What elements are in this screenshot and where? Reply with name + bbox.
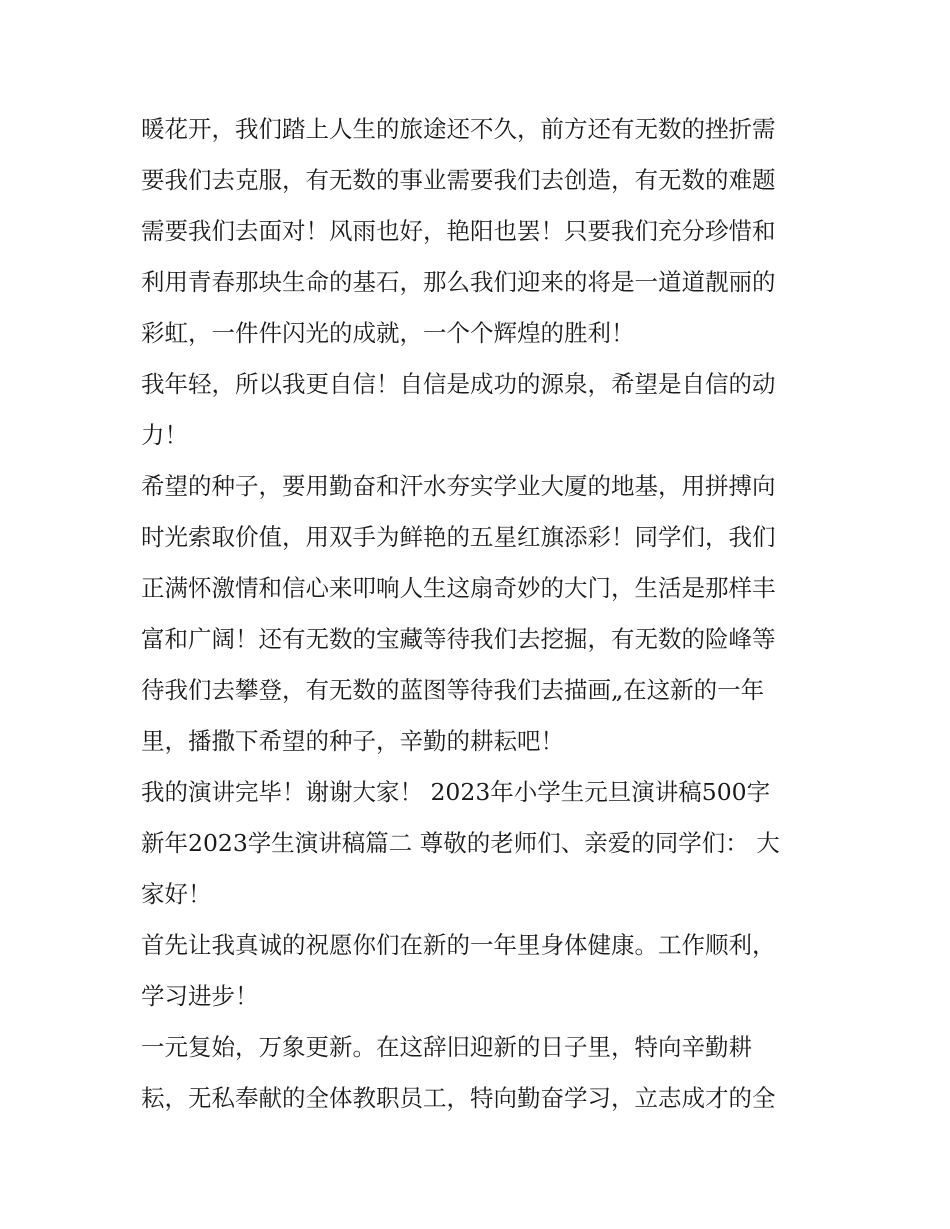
text-line: 耘，无私奉献的全体教职员工，特向勤奋学习，立志成才的全: [141, 1084, 776, 1112]
text-line: 待我们去攀登，有无数的蓝图等待我们去描画„在这新的一年: [141, 676, 765, 704]
text-line: 我年轻，所以我更自信！自信是成功的源泉，希望是自信的动: [141, 370, 776, 398]
text-line: 需要我们去面对！风雨也好，艳阳也罢！只要我们充分珍惜和: [141, 217, 776, 245]
text-line: 正满怀激情和信心来叩响人生这扇奇妙的大门，生活是那样丰: [141, 574, 776, 602]
text-line: 里，播撒下希望的种子，辛勤的耕耘吧！: [141, 727, 564, 755]
text-line: 希望的种子，要用勤奋和汗水夯实学业大厦的地基，用拼搏向: [141, 472, 776, 500]
text-line: 利用青春那块生命的基石，那么我们迎来的将是一道道靓丽的: [141, 268, 776, 296]
text-line: 彩虹，一件件闪光的成就，一个个辉煌的胜利！: [141, 319, 635, 347]
text-line: 家好！: [141, 880, 212, 908]
body-text: [141, 104, 821, 1124]
text-line: 富和广阔！还有无数的宝藏等待我们去挖掘，有无数的险峰等: [141, 625, 776, 653]
text-line: 一元复始，万象更新。在这辞旧迎新的日子里，特向辛勤耕: [141, 1033, 752, 1061]
text-line: 暖花开，我们踏上人生的旅途还不久，前方还有无数的挫折需: [141, 115, 776, 143]
text-line: 我的演讲完毕！谢谢大家！ 2023年小学生元旦演讲稿500字: [141, 778, 771, 806]
text-line: 学习进步！: [141, 982, 259, 1010]
text-line: 新年2023学生演讲稿篇二 尊敬的老师们、亲爱的同学们： 大: [141, 829, 780, 857]
text-line: 时光索取价值，用双手为鲜艳的五星红旗添彩！同学们，我们: [141, 523, 776, 551]
text-line: 要我们去克服，有无数的事业需要我们去创造，有无数的难题: [141, 166, 776, 194]
text-line: 首先让我真诚的祝愿你们在新的一年里身体健康。工作顺利，: [141, 931, 776, 959]
text-line: 力！: [141, 421, 188, 449]
